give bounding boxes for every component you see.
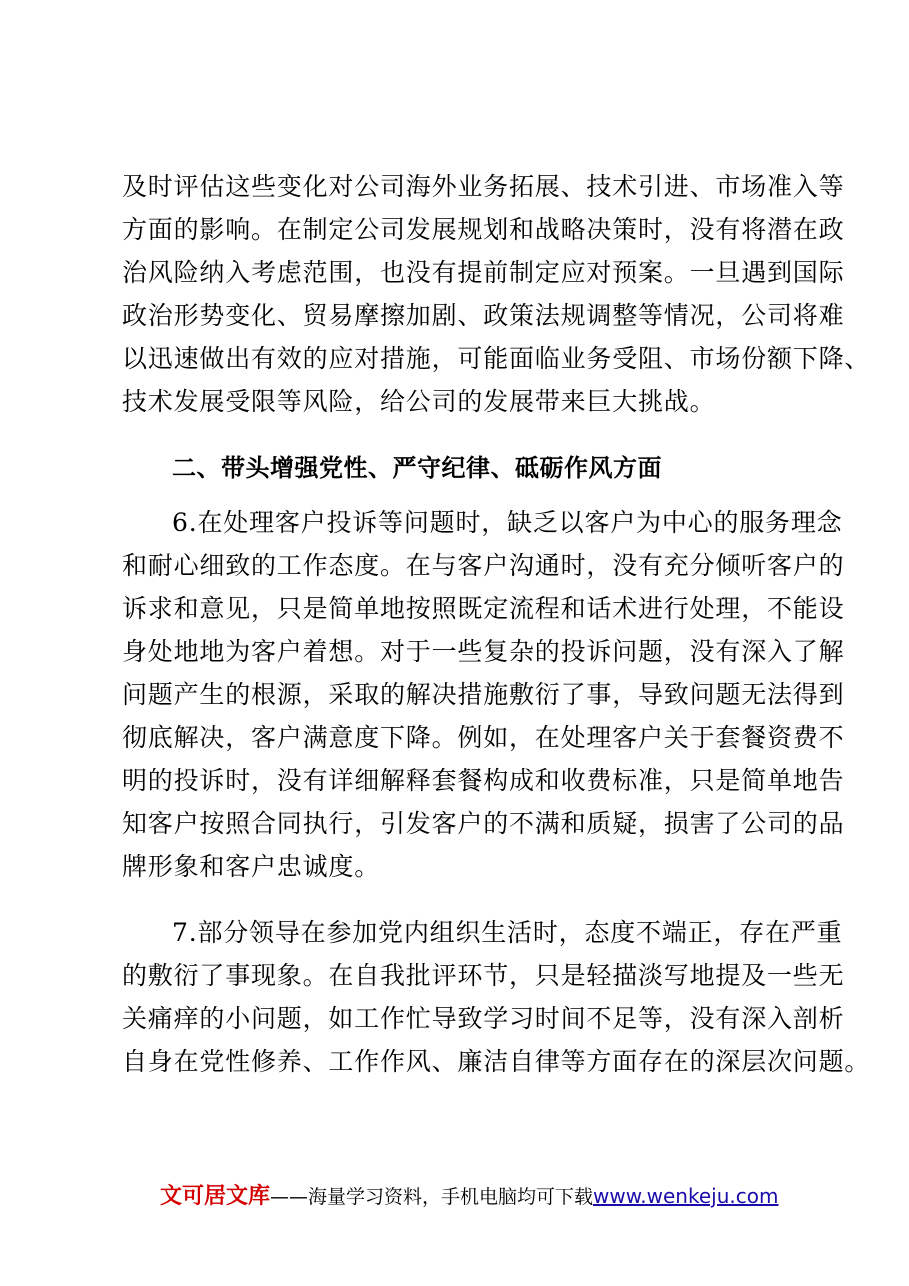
footer-brand: 文可居文库 xyxy=(160,1184,271,1209)
paragraph-line: 治风险纳入考虑范围，也没有提前制定应对预案。一旦遇到国际 xyxy=(122,258,845,287)
item-6-line: 彻底解决，客户满意度下降。例如，在处理客户关于套餐资费不 xyxy=(122,723,845,752)
item-6-line: 知客户按照合同执行，引发客户的不满和质疑，损害了公司的品 xyxy=(122,809,845,838)
item-6-line: 和耐心细致的工作态度。在与客户沟通时，没有充分倾听客户的 xyxy=(122,551,845,580)
paragraph-line: 方面的影响。在制定公司发展规划和战略决策时，没有将潜在政 xyxy=(122,215,845,244)
item-7-line: 的敷衍了事现象。在自我批评环节，只是轻描淡写地提及一些无 xyxy=(122,961,845,990)
item-6-line: 明的投诉时，没有详细解释套餐构成和收费标准，只是简单地告 xyxy=(122,766,845,795)
item-6-line: 6.在处理客户投诉等问题时，缺乏以客户为中心的服务理念 xyxy=(172,508,843,537)
section-heading: 二、带头增强党性、严守纪律、砥砺作风方面 xyxy=(172,454,662,482)
item-7-line: 自身在党性修养、工作作风、廉洁自律等方面存在的深层次问题。 xyxy=(122,1047,871,1076)
item-6-line: 诉求和意见，只是简单地按照既定流程和话术进行处理，不能设 xyxy=(122,594,845,623)
paragraph-line: 政治形势变化、贸易摩擦加剧、政策法规调整等情况，公司将难 xyxy=(122,301,845,330)
item-6-line: 身处地地为客户着想。对于一些复杂的投诉问题，没有深入了解 xyxy=(122,637,845,666)
footer-url-link[interactable]: www.wenkeju.com xyxy=(593,1184,779,1208)
footer-tagline: ——海量学习资料，手机电脑均可下载 xyxy=(270,1186,594,1208)
footer-banner xyxy=(160,1182,778,1211)
item-7-line: 7.部分领导在参加党内组织生活时，态度不端正，存在严重 xyxy=(172,918,843,947)
paragraph-line: 技术发展受限等风险，给公司的发展带来巨大挑战。 xyxy=(122,387,716,416)
paragraph-line: 及时评估这些变化对公司海外业务拓展、技术引进、市场准入等 xyxy=(122,172,845,201)
item-7-line: 关痛痒的小问题，如工作忙导致学习时间不足等，没有深入剖析 xyxy=(122,1004,845,1033)
item-6-line: 牌形象和客户忠诚度。 xyxy=(122,852,381,881)
paragraph-line: 以迅速做出有效的应对措施，可能面临业务受阻、市场份额下降、 xyxy=(122,344,871,373)
item-6-line: 问题产生的根源，采取的解决措施敷衍了事，导致问题无法得到 xyxy=(122,680,845,709)
